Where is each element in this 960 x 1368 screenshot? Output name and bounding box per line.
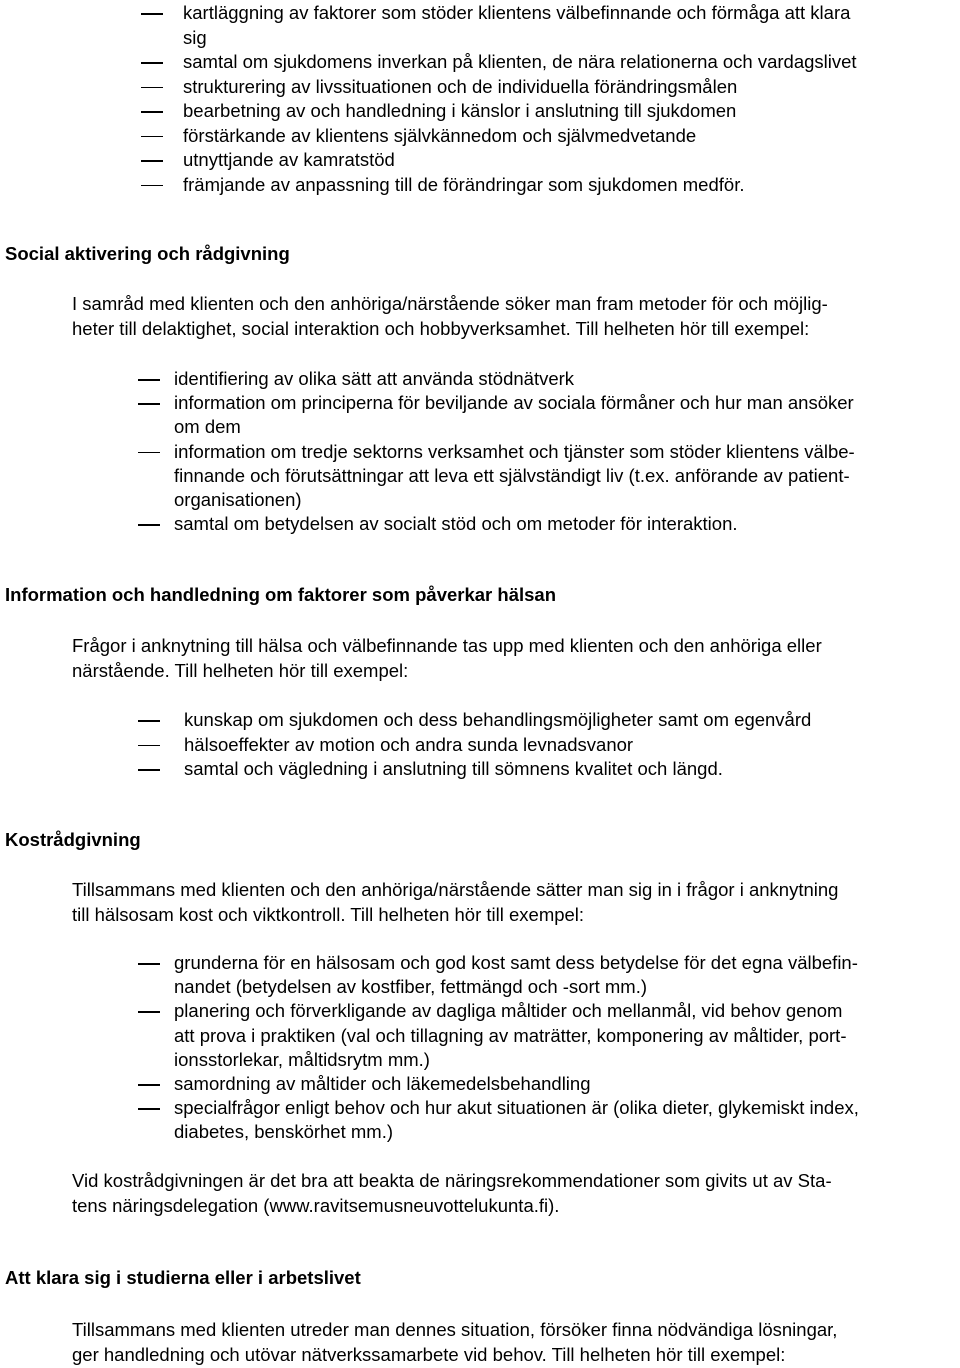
- list-item-text: strukturering av livssituationen och de individuella förändringsmålen: [183, 75, 738, 97]
- paragraph-line: Frågor i anknytning till hälsa och välbefinnande tas upp med klienten och den anhöriga eller: [72, 635, 822, 656]
- dash-bullet-icon: [141, 62, 163, 64]
- paragraph-line: Vid kostrådgivningen är det bra att beakta de näringsrekommendationer som givits ut av Sta-: [72, 1170, 832, 1191]
- paragraph-line: närstående. Till helheten hör till exempel:: [72, 659, 409, 681]
- list-item: [184, 757, 954, 782]
- dash-bullet-icon: [141, 87, 163, 89]
- dash-bullet-icon: [138, 745, 160, 747]
- dash-bullet-icon: [138, 963, 160, 965]
- heading-health-information: Information och handledning om faktorer som påverkar hälsan: [5, 584, 556, 605]
- paragraph-line: Tillsammans med klienten och den anhöriga/närstående sätter man sig in i frågor i anknytning: [72, 879, 839, 900]
- dash-bullet-icon: [138, 720, 160, 722]
- list-item-text: att prova i praktiken (val och tillagning av maträtter, komponering av måltider, port-: [174, 1024, 847, 1046]
- dash-bullet-icon: [141, 160, 163, 162]
- heading-diet-counselling: Kostrådgivning: [5, 829, 141, 850]
- bullet-list-diet: [174, 951, 959, 1145]
- list-item-text: organisationen): [174, 489, 302, 511]
- paragraph-social-activation: [72, 292, 828, 341]
- list-item-text: om dem: [174, 416, 241, 438]
- paragraph-studies-work: [72, 1318, 837, 1367]
- list-item: [174, 999, 959, 1072]
- list-item-text: grunderna för en hälsosam och god kost samt dess betydelse för det egna välbefin-: [174, 952, 858, 973]
- list-item-text: främjande av anpassning till de förändringar som sjukdomen medför.: [183, 173, 745, 195]
- list-item: [174, 1072, 959, 1096]
- list-item: [174, 440, 959, 513]
- list-item-text: information om tredje sektorns verksamhet och tjänster som stöder klientens välbe-: [174, 440, 855, 462]
- list-item-text: samtal och vägledning i anslutning till sömnens kvalitet och längd.: [184, 758, 723, 779]
- paragraph-health-information: [72, 634, 822, 683]
- dash-bullet-icon: [141, 13, 163, 15]
- list-item-text: ionsstorlekar, måltidsrytm mm.): [174, 1048, 430, 1070]
- list-item-text: planering och förverkligande av dagliga måltider och mellanmål, vid behov genom: [174, 1000, 843, 1022]
- list-item-text: specialfrågor enligt behov och hur akut situationen är (olika dieter, glykemiskt index,: [174, 1097, 859, 1119]
- list-item-text: samtal om sjukdomens inverkan på klienten, de nära relationerna och vardagslivet: [183, 51, 857, 72]
- dash-bullet-icon: [138, 769, 160, 771]
- paragraph-line: till hälsosam kost och viktkontroll. Till helheten hör till exempel:: [72, 903, 585, 925]
- list-item-text: sig: [183, 26, 207, 48]
- dash-bullet-icon: [138, 1108, 160, 1110]
- list-item-text: samordning av måltider och läkemedelsbehandling: [174, 1073, 591, 1095]
- list-item: [183, 75, 953, 100]
- list-item-text: finnande och förutsättningar att leva ett självständigt liv (t.ex. anförande av patient-: [174, 464, 850, 486]
- list-item-text: information om principerna för beviljande av sociala förmåner och hur man ansöker: [174, 392, 854, 414]
- dash-bullet-icon: [138, 403, 160, 405]
- dash-bullet-icon: [138, 1084, 160, 1086]
- dash-bullet-icon: [141, 111, 163, 113]
- dash-bullet-icon: [138, 452, 160, 454]
- heading-social-activation: Social aktivering och rådgivning: [5, 243, 290, 264]
- list-item-text: förstärkande av klientens självkännedom och självmedvetande: [183, 124, 697, 146]
- list-item: [183, 99, 953, 124]
- list-item: [183, 173, 953, 198]
- list-item-text: kunskap om sjukdomen och dess behandlingsmöjligheter samt om egenvård: [184, 709, 812, 730]
- list-item: [183, 148, 953, 173]
- list-item: [183, 50, 953, 75]
- paragraph-line: Tillsammans med klienten utreder man dennes situation, försöker finna nödvändiga lösningar,: [72, 1319, 838, 1340]
- bullet-list-social: [174, 367, 959, 536]
- dash-bullet-icon: [141, 185, 163, 187]
- list-item-text: diabetes, benskörhet mm.): [174, 1121, 394, 1143]
- list-item: [174, 951, 959, 999]
- list-item-text: kartläggning av faktorer som stöder klientens välbefinnande och förmåga att klara: [183, 2, 851, 23]
- paragraph-diet-counselling: [72, 878, 838, 927]
- list-item: [174, 367, 959, 391]
- paragraph-diet-recommendations: [72, 1169, 832, 1218]
- bullet-list-support: [183, 1, 953, 197]
- heading-studies-work: Att klara sig i studierna eller i arbetslivet: [5, 1267, 361, 1288]
- list-item-text: samtal om betydelsen av socialt stöd och om metoder för interaktion.: [174, 513, 738, 535]
- paragraph-line: heter till delaktighet, social interaktion och hobbyverksamhet. Till helheten hör till exempel:: [72, 317, 810, 339]
- paragraph-line: I samråd med klienten och den anhöriga/närstående söker man fram metoder för och möjlig-: [72, 293, 828, 314]
- dash-bullet-icon: [138, 524, 160, 526]
- dash-bullet-icon: [138, 1011, 160, 1013]
- list-item: [174, 391, 959, 439]
- list-item: [183, 1, 953, 50]
- list-item-text: utnyttjande av kamratstöd: [183, 149, 395, 170]
- list-item: [184, 733, 954, 758]
- dash-bullet-icon: [141, 136, 163, 138]
- paragraph-line: tens näringsdelegation (www.ravitsemusneuvottelukunta.fi).: [72, 1194, 560, 1216]
- list-item: [174, 1096, 959, 1144]
- list-item-text: hälsoeffekter av motion och andra sunda levnadsvanor: [184, 733, 634, 755]
- list-item-text: nandet (betydelsen av kostfiber, fettmängd och -sort mm.): [174, 976, 648, 998]
- bullet-list-health: [184, 708, 954, 782]
- list-item: [174, 512, 959, 536]
- list-item: [184, 708, 954, 733]
- dash-bullet-icon: [138, 379, 160, 381]
- list-item-text: bearbetning av och handledning i känslor i anslutning till sjukdomen: [183, 100, 737, 121]
- paragraph-line: ger handledning och utövar nätverkssamarbete vid behov. Till helheten hör till exempel:: [72, 1343, 786, 1365]
- list-item-text: identifiering av olika sätt att använda stödnätverk: [174, 368, 575, 389]
- list-item: [183, 124, 953, 149]
